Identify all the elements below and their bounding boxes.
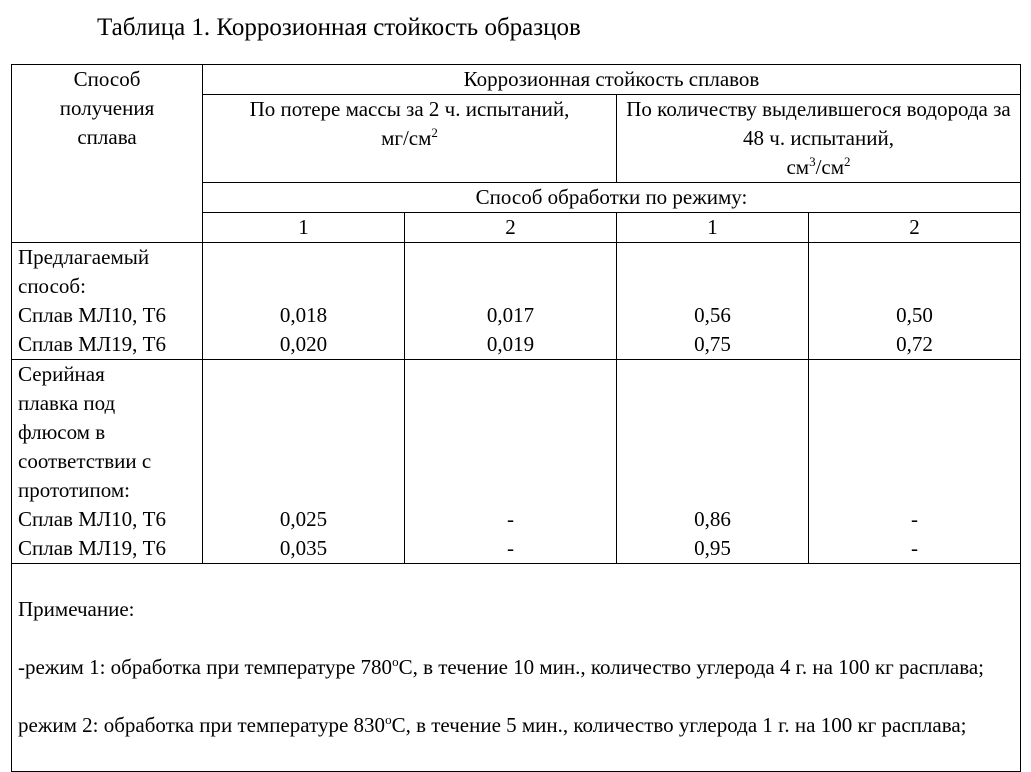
value-cell [203,243,405,360]
value: 0,56 [623,301,802,330]
value: 0,020 [209,330,398,359]
note-cell [12,564,1021,772]
value: 0,72 [815,330,1014,359]
value: 0,95 [623,534,802,563]
value-cell [405,243,617,360]
value: 0,035 [209,534,398,563]
row-name: Сплав МЛ19, Т6 [18,534,196,563]
mass-loss-unit: мг/см2 [381,126,438,150]
value-cell [203,360,405,564]
row-name: Сплав МЛ10, Т6 [18,505,196,534]
group-label: Предлагаемый способ: [18,243,196,301]
header-corrosion-group: Коррозионная стойкость сплавов [203,65,1021,95]
value: 0,025 [209,505,398,534]
value: 0,86 [623,505,802,534]
group-cell [12,243,203,360]
header-method: Способ получения сплава [12,65,203,243]
header-mode: 2 [405,213,617,243]
group-cell [12,360,203,564]
header-mode: 1 [203,213,405,243]
row-name: Сплав МЛ10, Т6 [18,301,196,330]
value-cell [617,360,809,564]
value: 0,50 [815,301,1014,330]
table-title: Таблица 1. Коррозионная стойкость образцов [97,14,581,42]
value: - [815,505,1014,534]
note-mode-2: режим 2: обработка при температуре 830оС, в течение 5 мин., количество углерода 1 г. на 100 кг расплава; [18,711,1014,740]
group-label: Серийная плавка под флюсом в соответствии с прототипом: [18,360,196,505]
hydrogen-label: По количеству выделившегося водорода за 48 ч. испытаний, [623,95,1014,153]
mass-loss-label: По потере массы за 2 ч. испытаний, [209,95,610,124]
value-cell [809,243,1021,360]
value: 0,75 [623,330,802,359]
header-hydrogen [617,95,1021,183]
value: - [411,505,610,534]
row-name: Сплав МЛ19, Т6 [18,330,196,359]
value: 0,018 [209,301,398,330]
value-cell [405,360,617,564]
value: 0,017 [411,301,610,330]
header-treatment: Способ обработки по режиму: [203,183,1021,213]
header-mode: 1 [617,213,809,243]
value-cell [809,360,1021,564]
header-mass-loss [203,95,617,183]
corrosion-table [11,64,1021,772]
hydrogen-unit: см3/см2 [786,155,850,179]
value: - [411,534,610,563]
value-cell [617,243,809,360]
note-heading: Примечание: [18,595,1014,624]
header-mode: 2 [809,213,1021,243]
value: 0,019 [411,330,610,359]
note-mode-1: -режим 1: обработка при температуре 780оС, в течение 10 мин., количество углерода 4 г. на 100 кг расплава; [18,653,1014,682]
value: - [815,534,1014,563]
